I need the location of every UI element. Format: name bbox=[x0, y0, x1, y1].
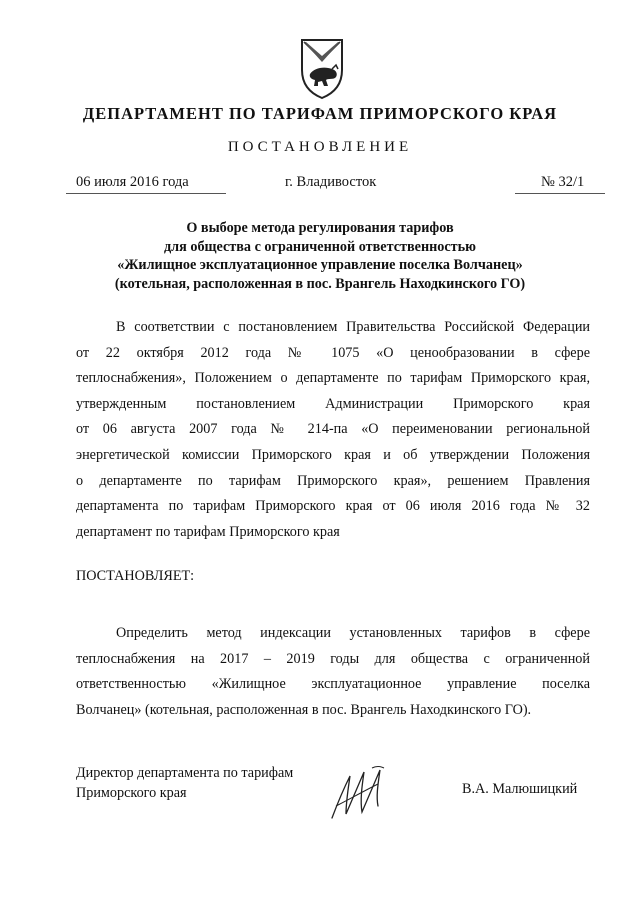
text-line: Определить метод индексации установленных тарифов в сфере bbox=[116, 625, 590, 641]
preamble-paragraph bbox=[76, 315, 590, 545]
heading-line: (котельная, расположенная в пос. Врангель Находкинского ГО) bbox=[114, 275, 526, 292]
date-underline bbox=[66, 193, 226, 194]
department-title: ДЕПАРТАМЕНТ ПО ТАРИФАМ ПРИМОРСКОГО КРАЯ bbox=[82, 104, 558, 123]
text-line: В соответствии с постановлением Правительства Российской Федерации bbox=[116, 319, 590, 335]
heading-line: О выборе метода регулирования тарифов bbox=[186, 220, 454, 236]
document-city: г. Владивосток bbox=[285, 174, 377, 190]
document-date: 06 июля 2016 года bbox=[76, 174, 189, 190]
handwritten-signature-icon bbox=[328, 762, 390, 824]
text-line: теплоснабжения на 2017 – 2019 годы для общества с ограниченной bbox=[76, 650, 590, 667]
text-line: департамента по тарифам Приморского края от 06 июля 2016 года № 32 bbox=[76, 498, 590, 515]
coat-of-arms-icon bbox=[298, 36, 346, 100]
document-type: ПОСТАНОВЛЕНИЕ bbox=[227, 139, 413, 155]
text-line: теплоснабжения», Положением о департаменте по тарифам Приморского края, bbox=[76, 370, 590, 387]
document-heading bbox=[40, 219, 600, 293]
document-number: № 32/1 bbox=[541, 174, 585, 190]
number-underline bbox=[515, 193, 605, 194]
decision-paragraph bbox=[76, 621, 590, 723]
text-line: энергетической комиссии Приморского края и об утверждении Положения bbox=[76, 446, 590, 463]
position-line: Директор департамента по тарифам bbox=[76, 765, 294, 781]
text-line: от 06 августа 2007 года № 214-па «О переименовании региональной bbox=[76, 421, 590, 438]
heading-line: для общества с ограниченной ответственностью bbox=[164, 238, 476, 255]
text-line: о департаменте по тарифам Приморского края», решением Правления bbox=[76, 472, 590, 489]
text-line: Волчанец» (котельная, расположенная в пос. Врангель Находкинского ГО). bbox=[76, 701, 532, 718]
signatory-position bbox=[76, 763, 293, 803]
heading-line: «Жилищное эксплуатационное управление поселка Волчанец» bbox=[117, 257, 523, 273]
decree-word: ПОСТАНОВЛЯЕТ: bbox=[76, 568, 195, 584]
text-line: утвержденным постановлением Администрации Приморского края bbox=[76, 395, 590, 412]
signatory-name: В.А. Малюшицкий bbox=[462, 781, 578, 797]
text-line: ответственностью «Жилищное эксплуатационное управление поселка bbox=[76, 676, 590, 693]
text-line: от 22 октября 2012 года № 1075 «О ценообразовании в сфере bbox=[76, 344, 590, 361]
position-line: Приморского края bbox=[76, 785, 187, 801]
text-line: департамент по тарифам Приморского края bbox=[76, 523, 340, 540]
